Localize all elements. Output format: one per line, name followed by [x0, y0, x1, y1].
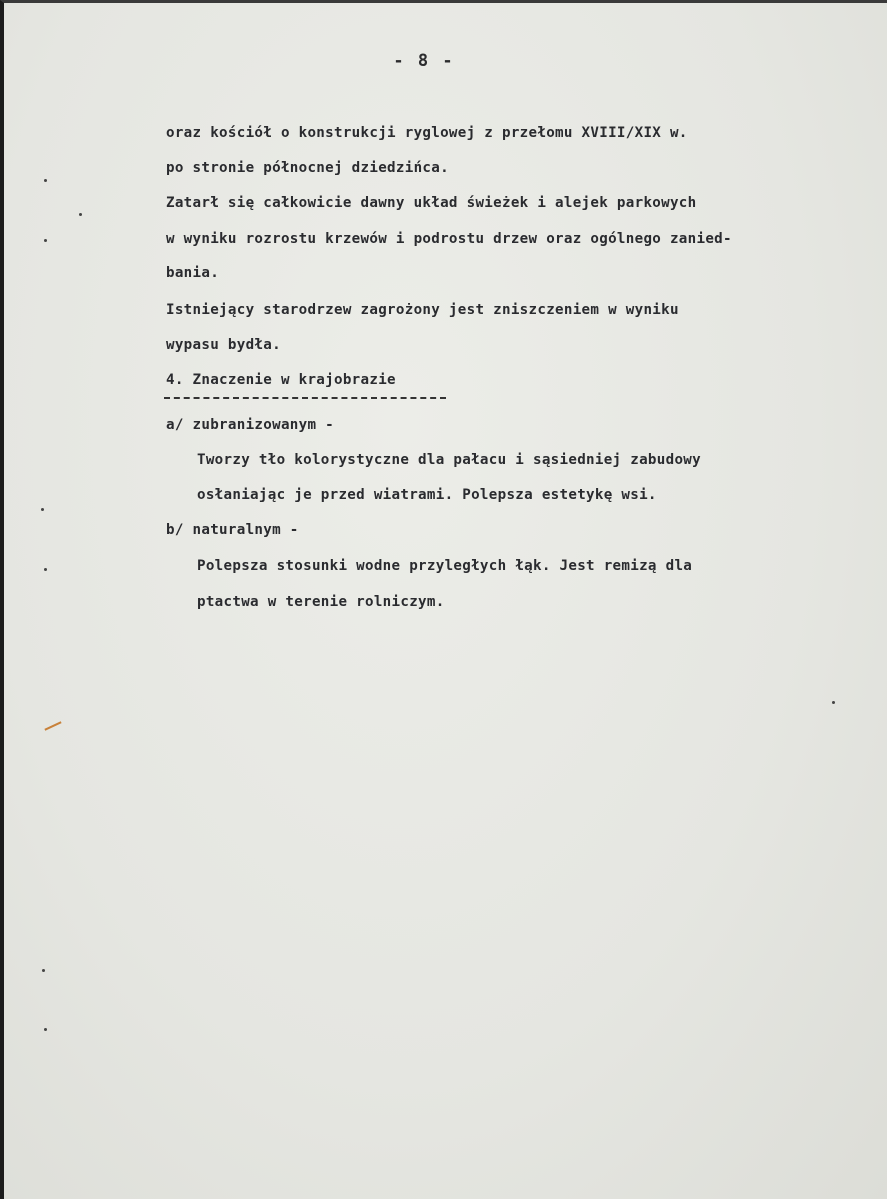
item-a-label: a/ zubranizowanym -: [166, 417, 334, 433]
paper-speck: [79, 213, 82, 216]
body-line: wypasu bydła.: [166, 337, 281, 353]
section-heading: 4. Znaczenie w krajobrazie: [166, 372, 396, 388]
paper-speck: [832, 701, 835, 704]
item-a-line: osłaniając je przed wiatrami. Polepsza estetykę wsi.: [197, 487, 657, 503]
paper-mark: [44, 721, 61, 730]
paper-speck: [44, 239, 47, 242]
body-line: Zatarł się całkowicie dawny układ świeżek i alejek parkowych: [166, 195, 697, 211]
paper-speck: [42, 969, 45, 972]
paper-speck: [41, 508, 44, 511]
item-b-line: ptactwa w terenie rolniczym.: [197, 594, 445, 610]
item-a-line: Tworzy tło kolorystyczne dla pałacu i sąsiedniej zabudowy: [197, 452, 701, 468]
paper-speck: [44, 568, 47, 571]
item-b-line: Polepsza stosunki wodne przyległych łąk. Jest remizą dla: [197, 558, 693, 574]
page-number: - 8 -: [393, 51, 455, 71]
body-line: Istniejący starodrzew zagrożony jest zniszczeniem w wyniku: [166, 302, 679, 318]
body-line: po stronie północnej dziedzińca.: [166, 160, 449, 176]
paper-speck: [44, 1028, 47, 1031]
heading-underline: [164, 397, 446, 399]
body-line: w wyniku rozrostu krzewów i podrostu drzew oraz ogólnego zanied-: [166, 231, 732, 247]
body-line: bania.: [166, 265, 220, 281]
paper-speck: [44, 179, 47, 182]
item-b-label: b/ naturalnym -: [166, 522, 299, 538]
body-line: oraz kościół o konstrukcji ryglowej z przełomu XVIII/XIX w.: [166, 125, 688, 141]
